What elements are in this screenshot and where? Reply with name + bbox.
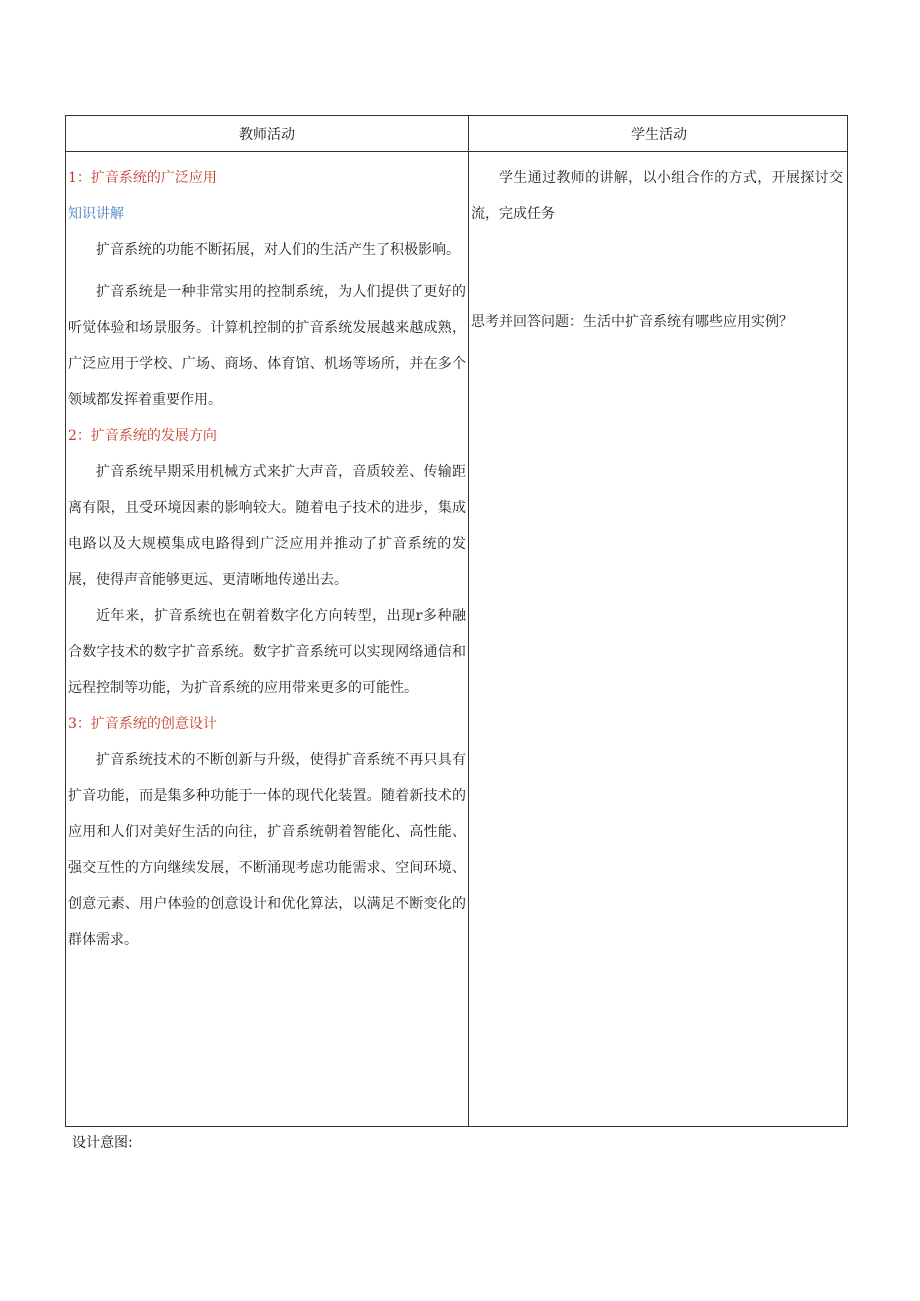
section-2-title: 2：扩音系统的发展方向	[68, 428, 217, 444]
teacher-activity-header: 教师活动	[239, 127, 295, 143]
section-1-paragraph-2: 扩音系统是一种非常实用的控制系统，为人们提供了更好的听觉体验和场景服务。计算机控制的扩音系统发展越来越成熟，广泛应用于学校、广场、商场、体育馆、机场等场所，并在多个领域都发挥着重要作用。	[68, 284, 466, 408]
student-activity-cell	[471, 160, 843, 340]
section-1-subtitle: 知识讲解	[68, 206, 124, 222]
student-question-paragraph: 思考并回答问题：生活中扩音系统有哪些应用实例？	[471, 314, 793, 330]
section-3-title: 3：扩音系统的创意设计	[68, 716, 217, 732]
section-3-paragraph-1: 扩音系统技术的不断创新与升级，使得扩音系统不再只具有扩音功能，而是集多种功能于一体的现代化装置。随着新技术的应用和人们对美好生活的向往，扩音系统朝着智能化、高性能、强交互性的方向继续发展，不断涌现考虑功能需求、空间环境、创意元素、用户体验的创意设计和优化算法，以满足不断变化的群体需求。	[68, 752, 466, 948]
student-activity-header: 学生活动	[631, 127, 687, 143]
column-divider	[468, 116, 469, 1126]
student-task-paragraph: 学生通过教师的讲解，以小组合作的方式，开展探讨交流，完成任务	[471, 170, 843, 222]
design-intent-label: 设计意图:	[72, 1135, 133, 1151]
section-1-title: 1：扩音系统的广泛应用	[68, 170, 217, 186]
teacher-activity-cell	[68, 160, 466, 958]
section-2-paragraph-2: 近年来，扩音系统也在朝着数字化方向转型，出现r多种融合数字技术的数字扩音系统。数字扩音系统可以实现网络通信和远程控制等功能，为扩音系统的应用带来更多的可能性。	[68, 608, 466, 696]
header-divider	[66, 151, 847, 152]
lesson-table	[65, 115, 848, 1127]
section-2-paragraph-1: 扩音系统早期采用机械方式来扩大声音，音质较差、传输距离有限，且受环境因素的影响较大。随着电子技术的进步，集成电路以及大规模集成电路得到广泛应用并推动了扩音系统的发展，使得声音能够更远、更清晰地传递出去。	[68, 464, 466, 588]
section-1-paragraph-1: 扩音系统的功能不断拓展，对人们的生活产生了积极影响。	[96, 242, 460, 258]
